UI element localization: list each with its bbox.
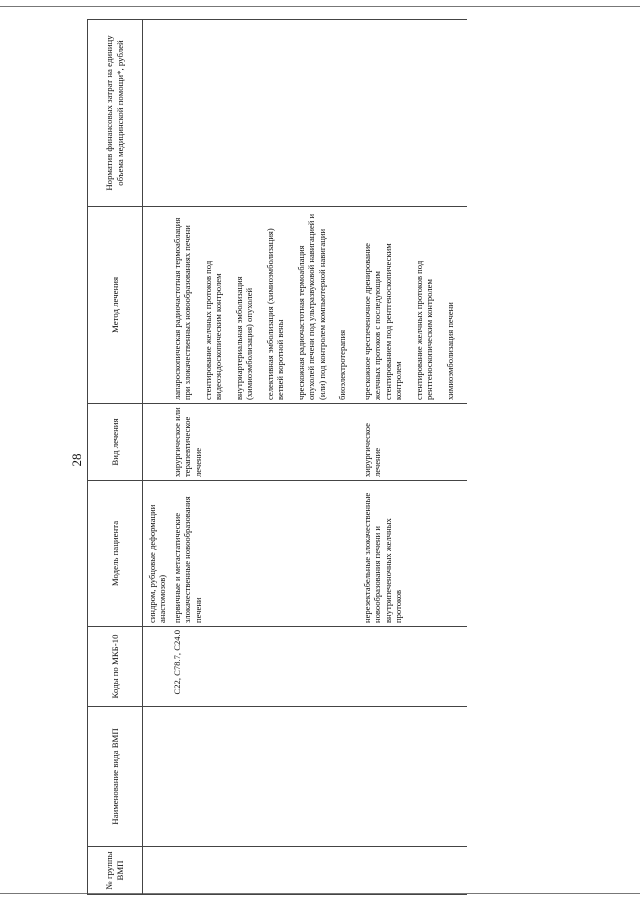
table-row (170, 20, 360, 895)
method-item: стентирование желчных протоков под рентгеноскопическим контролем (413, 260, 435, 400)
treatment-type-cell: хирургическое лечение (360, 404, 467, 481)
header-treatment-method: Метод лечения (88, 207, 143, 404)
method-item: лапароскопическая радиочастотная термоаблация при злокачественных новообразованиях печени (171, 217, 193, 400)
icd-codes-cell: C22, C78.7, C24.0 (170, 627, 360, 707)
method-item: стентирование желчных протоков под видеоэндоскопическим контролем (202, 260, 224, 400)
rotated-sheet (87, 0, 627, 905)
header-group-number: № группы ВМП (88, 847, 143, 895)
method-item: чрескожная радиочастотная термоаблация опухолей печени под ультразвуковой навигацией и (или) под контролем компьютерной навигации (295, 213, 327, 400)
vmp-table (87, 19, 467, 895)
method-item: селективная эмболизация (химиоэмболизация) ветвей воротной вены (264, 228, 286, 400)
table-header-row (88, 20, 143, 895)
treatment-type-cell: хирургическое или терапевтическое лечение (170, 404, 360, 481)
method-item: внутриартериальная эмболизация (химиоэмболизация) опухолей (233, 276, 255, 400)
header-cost-norm: Норматив финансовых затрат на единицу объема медицинской помощи*, рублей (88, 20, 143, 207)
header-icd-codes: Коды по МКБ-10 (88, 627, 143, 707)
method-item: биоэлектротерапия (337, 329, 348, 400)
table-row (143, 20, 170, 895)
header-treatment-type: Вид лечения (88, 404, 143, 481)
method-item: химиоэмболизация печени (444, 302, 455, 400)
continuation-model: синдром, рубцовые деформации анастомозов) (143, 481, 170, 627)
method-item: чрескожное чреспеченочное дренирование желчных протоков с последующим стентированием под рентгеноскопическим контролем (361, 243, 404, 400)
header-vmp-name: Наименование вида ВМП (88, 707, 143, 847)
table-row (360, 20, 467, 895)
patient-model-cell: нерезектабельные злокачественные новообразования печени и внутрипеченочных желчных протоков (360, 481, 467, 627)
header-patient-model: Модель пациента (88, 481, 143, 627)
treatment-methods-cell (360, 207, 467, 404)
treatment-methods-cell (170, 207, 360, 404)
page-number: 28 (69, 453, 84, 467)
patient-model-cell: первичные и метастатические злокачественные новообразования печени (170, 481, 360, 627)
